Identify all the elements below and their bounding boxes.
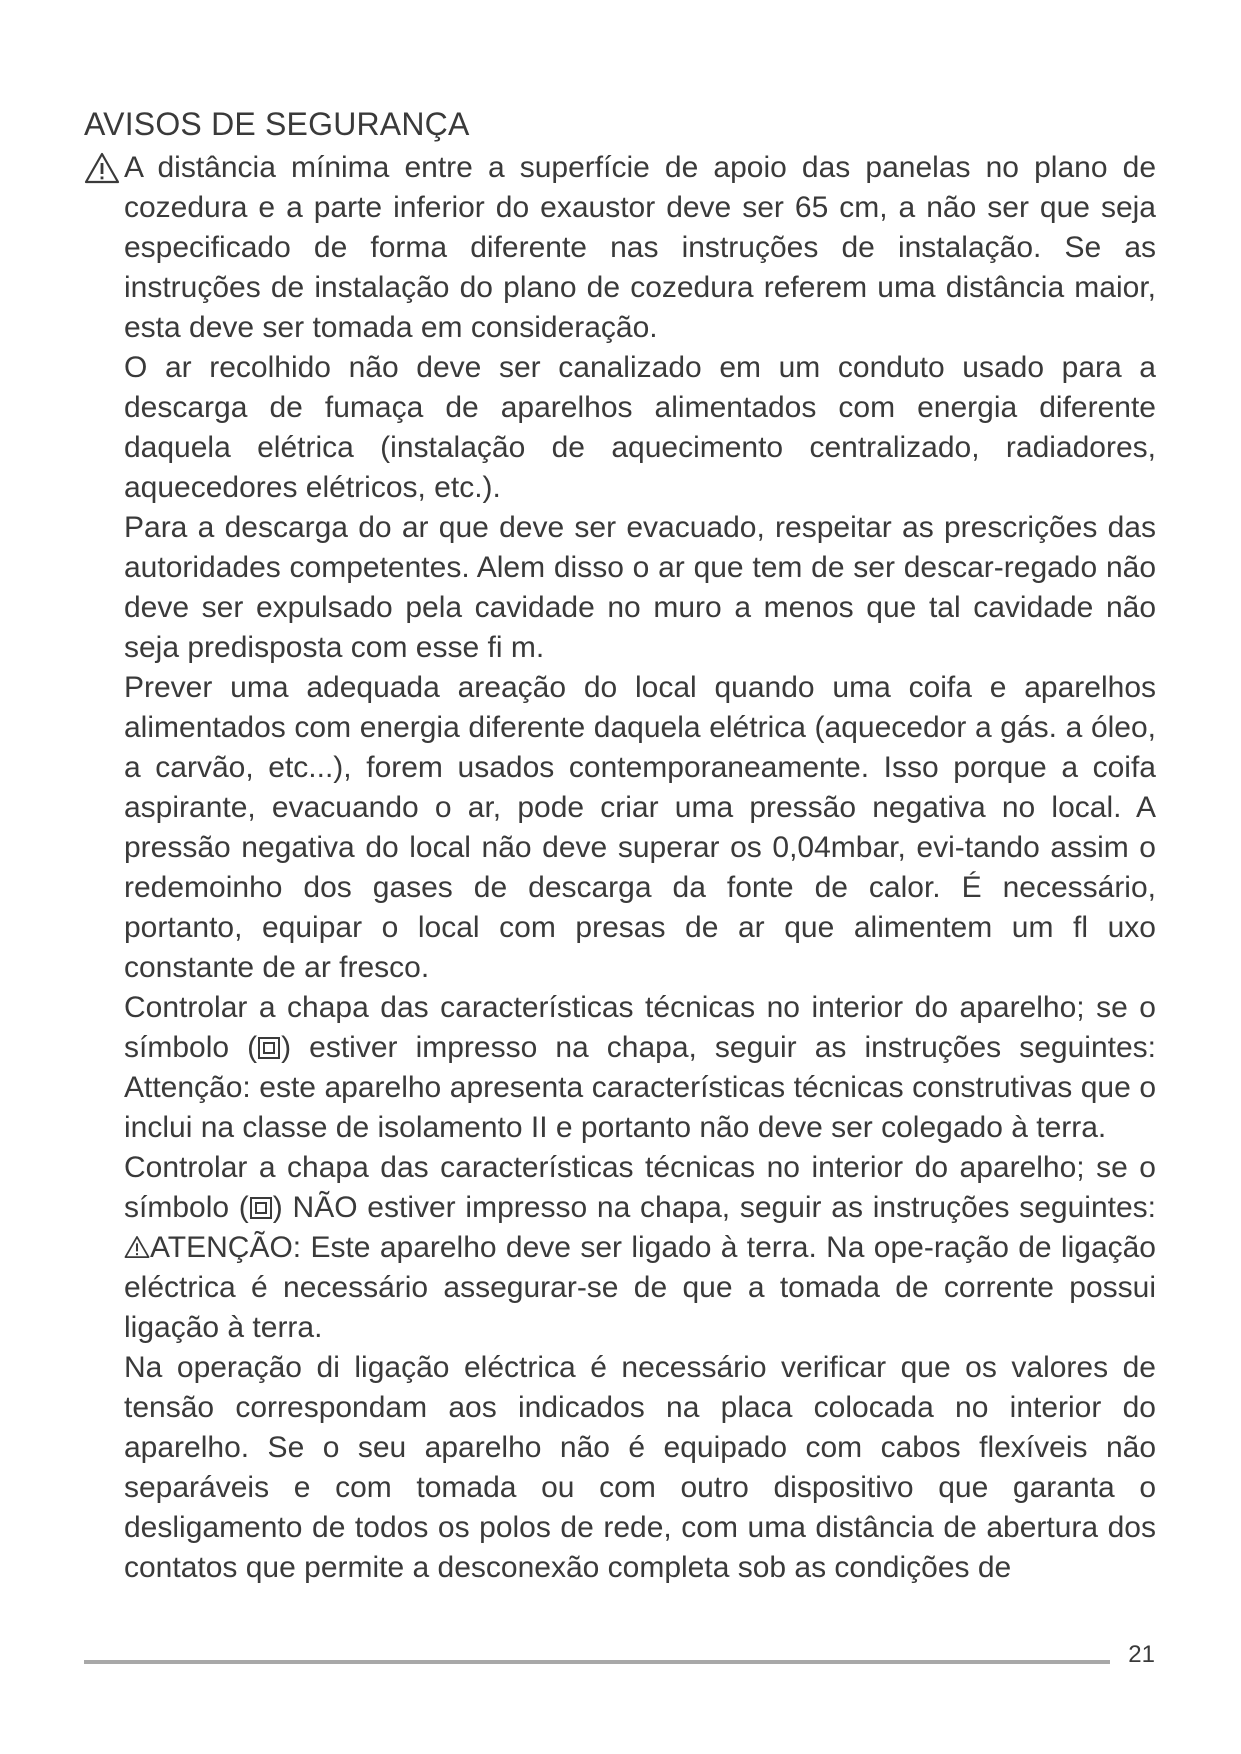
paragraph-class-ii xyxy=(124,988,1156,1148)
paragraph-earthing xyxy=(124,1148,1156,1348)
paragraph-voltage: Na operação di ligação eléctrica é necessário verificar que os valores de tensão correspondam aos indicados na placa colocada no interior do aparelho. Se o seu aparelho não é equipado com cabos flexíveis não separáveis e com tomada ou com outro dispositivo que garanta o desligamento de todos os polos de rede, com uma distância de abertura dos contatos que permite a desconexão completa sob as condições de xyxy=(124,1351,1156,1584)
paragraph-ventilation: Prever uma adequada areação do local quando uma coifa e aparelhos alimentados com energia diferente daquela elétrica (aquecedor a gás. a óleo, a carvão, etc...), forem usados contemporaneamente. Isso porque a coifa aspirante, evacuando o ar, pode criar uma pressão negativa no local. A pressão negativa do local não deve superar os 0,04mbar, evi-tando assim o redemoinho dos gases de descarga da fonte de calor. É necessário, portanto, equipar o local com presas de ar que alimentem um fl uxo constante de ar fresco. xyxy=(124,671,1156,984)
paragraph-class-ii-text-b: ) estiver impresso na chapa, seguir as instruções seguintes: Attenção: este aparelho apresenta características técnicas construtivas que o inclui na classe de isolamento II e portanto não deve ser colegado à terra. xyxy=(124,1031,1156,1144)
class-ii-square-icon xyxy=(249,1196,273,1220)
paragraph-distance: A distância mínima entre a superfície de apoio das panelas no plano de cozedura e a parte inferior do exaustor deve ser 65 cm, a não ser que seja especificado de forma diferente nas instruções de instalação. Se as instruções de instalação do plano de cozedura referem uma distância maior, esta deve ser tomada em consideração. xyxy=(124,151,1156,344)
paragraph-air-duct: O ar recolhido não deve ser canalizado em um conduto usado para a descarga de fumaça de aparelhos alimentados com energia diferente daquela elétrica (instalação de aquecimento centralizado, radiadores, aquecedores elétricos, etc.). xyxy=(124,351,1156,504)
page-title: AVISOS DE SEGURANÇA xyxy=(84,106,470,142)
warning-triangle-icon xyxy=(84,152,120,184)
paragraph-earthing-text-b: ) NÃO estiver impresso na chapa, seguir as instruções seguintes: xyxy=(272,1191,1156,1224)
warning-triangle-icon xyxy=(124,1235,150,1259)
paragraph-class-ii-text-a: Controlar a chapa das características técnicas no interior do aparelho; se o símbolo ( xyxy=(124,991,1156,1064)
paragraph-earthing-text-c: ATENÇÃO: Este aparelho deve ser ligado à terra. Na ope-ração de ligação eléctrica é necessário assegurar-se de que a tomada de corrente possui ligação à terra. xyxy=(124,1231,1156,1344)
page-number: 21 xyxy=(1128,1641,1155,1668)
body-text xyxy=(124,148,1156,1588)
footer-rule xyxy=(84,1660,1110,1664)
paragraph-air-discharge: Para a descarga do ar que deve ser evacuado, respeitar as prescrições das autoridades competentes. Alem disso o ar que tem de ser descar-regado não deve ser expulsado pela cavidade no muro a menos que tal cavidade não seja predisposta com esse fi m. xyxy=(124,511,1156,664)
paragraph-earthing-text-a: Controlar a chapa das características técnicas no interior do aparelho; se o símbolo ( xyxy=(124,1151,1156,1224)
class-ii-square-icon xyxy=(257,1036,281,1060)
